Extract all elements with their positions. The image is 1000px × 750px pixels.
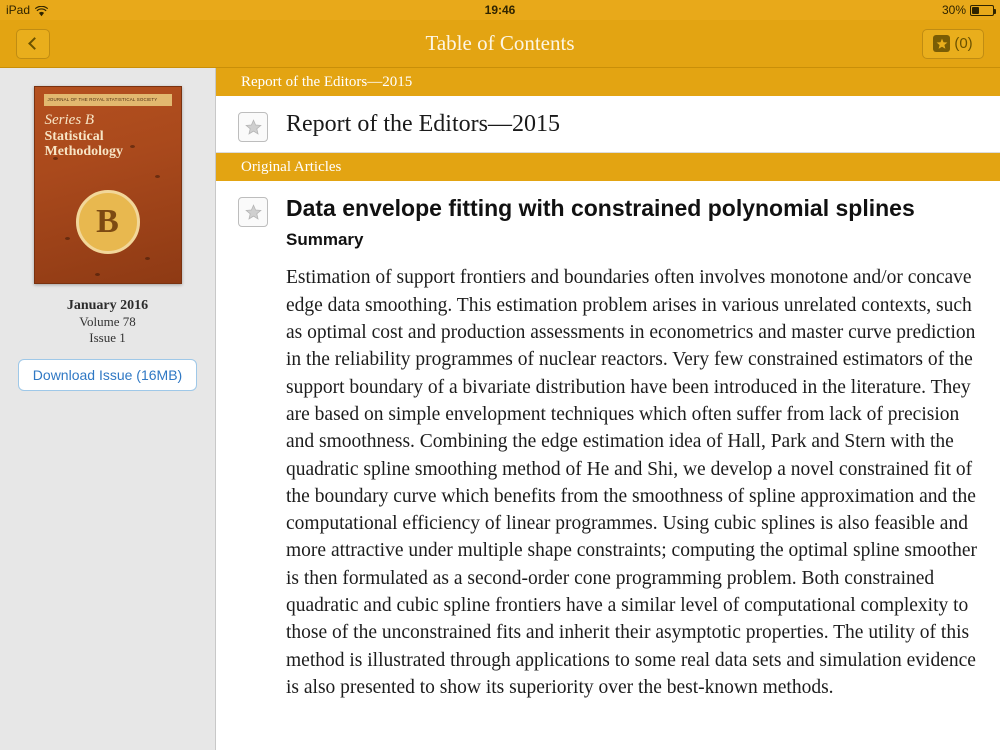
- cover-masthead: [44, 94, 172, 106]
- page-title: Table of Contents: [425, 31, 575, 55]
- favorites-count: (0): [954, 35, 973, 52]
- issue-sidebar: [0, 68, 216, 750]
- status-right-group: [942, 3, 994, 17]
- issue-volume: Volume 78: [79, 314, 136, 329]
- cover-publisher-line: JOURNAL OF THE ROYAL STATISTICAL SOCIETY: [47, 97, 158, 102]
- chevron-left-icon: [28, 37, 41, 50]
- wifi-icon: [35, 6, 48, 17]
- cover-series-line3: Methodology: [44, 144, 124, 160]
- list-item[interactable]: [216, 96, 1000, 153]
- list-item-content: [286, 110, 978, 142]
- battery-icon: [970, 5, 994, 16]
- back-button[interactable]: [16, 29, 50, 59]
- battery-percent-label: 30%: [941, 3, 966, 17]
- list-item[interactable]: [216, 181, 1000, 711]
- star-icon: [933, 35, 950, 52]
- body-split: [0, 68, 1000, 750]
- list-item-title: Report of the Editors—2015: [286, 111, 560, 137]
- article-summary: Estimation of support frontiers and boundaries often involves monotone and/or concave edge data smoothing. This estimation problem arises in various unrelated contexts, such as optimal cost and production assessments in econometrics and master curve prediction in the reliability programmes of nuclear reactors. Very few constrained estimators of the support boundary of a bivariate distribution have been introduced in the literature. They are based on simple envelopment techniques which often suffer from lack of precision and smoothness. Combining the edge estimation idea of Hall, Park and Stern with the quadratic spline smoothing method of He and Shi, we develop a novel constrained fit of the boundary curve which benefits from the smoothness of spline approximation and the computational efficiency of linear programmes. Using cubic splines is also feasible and more attractive under multiple shape constraints; computing the optimal spline smoother is then formulated as a second-order cone programming problem. Both constrained quadratic and cubic spline frontiers have a similar level of computational complexity to those of the unconstrained fits and inherit their asymptotic properties. The utility of this method is illustrated through applications to some real data sets and simulation evidence is also presented to show its superiority over the best-known methods.: [286, 267, 978, 698]
- section-header-report: Report of the Editors—2015: [216, 68, 1000, 96]
- favorites-button[interactable]: [922, 29, 984, 59]
- issue-date: January 2016: [66, 298, 149, 313]
- cover-badge-letter: B: [76, 190, 140, 254]
- summary-label: Summary: [286, 230, 364, 250]
- status-left-group: [6, 3, 206, 17]
- cover-series-line1: Series B: [44, 111, 95, 128]
- device-label: iPad: [6, 3, 31, 17]
- section-header-original-articles: Original Articles: [216, 153, 1000, 181]
- issue-number: Issue 1: [89, 330, 126, 346]
- favorite-star-button[interactable]: [238, 197, 268, 227]
- table-of-contents-list[interactable]: [216, 68, 1000, 750]
- article-title: Data envelope fitting with constrained polynomial splines: [286, 195, 915, 221]
- favorite-star-button[interactable]: [238, 112, 268, 142]
- status-clock: 19:46: [484, 3, 516, 17]
- navigation-bar: [0, 20, 1000, 68]
- download-issue-button[interactable]: Download Issue (16MB): [18, 359, 197, 391]
- list-item-content: [286, 195, 978, 701]
- ios-status-bar: [0, 0, 1000, 20]
- cover-series-block: [45, 112, 171, 160]
- issue-cover-image: [34, 86, 182, 284]
- cover-series-line2: Statistical: [44, 128, 104, 144]
